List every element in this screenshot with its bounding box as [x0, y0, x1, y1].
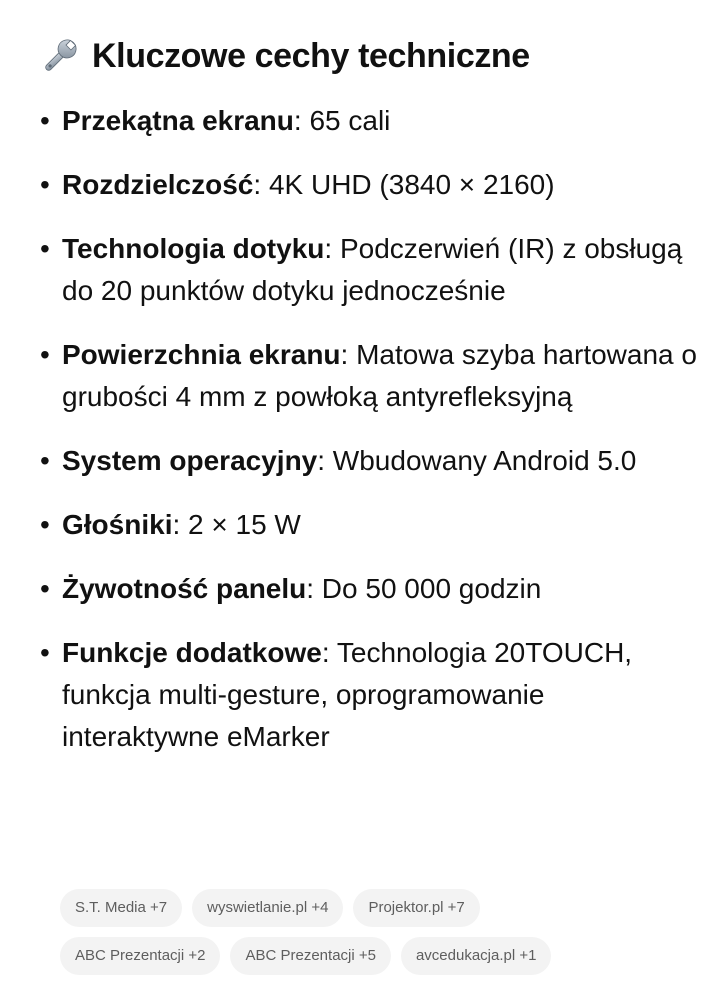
feature-term: System operacyjny [62, 445, 318, 476]
feature-term: Rozdzielczość [62, 169, 254, 200]
feature-desc: : Do 50 000 godzin [306, 573, 542, 604]
list-item [40, 632, 700, 758]
section-heading [40, 30, 700, 82]
feature-term: Przekątna ekranu [62, 105, 294, 136]
bullet: • [40, 169, 50, 200]
bullet: • [40, 105, 50, 136]
list-item [40, 334, 700, 418]
list-item [40, 164, 700, 206]
bullet: • [40, 339, 50, 370]
list-item [40, 228, 700, 312]
wrench-icon [40, 36, 80, 76]
content [40, 30, 700, 780]
list-item [40, 504, 700, 546]
bullet: • [40, 233, 50, 264]
list-item [40, 440, 700, 482]
feature-desc: : Matowa szyba hartowana o grubości 4 mm z powłoką antyrefleksyjną [62, 339, 697, 412]
source-chip-abc-prezentacji[interactable]: ABC Prezentacji +5 [230, 937, 390, 975]
source-chip-abc-prezentacji[interactable]: ABC Prezentacji +2 [60, 937, 220, 975]
source-chips [60, 889, 660, 985]
page-title: Kluczowe cechy techniczne [92, 36, 530, 75]
source-chip-wyswietlanie[interactable]: wyswietlanie.pl +4 [192, 889, 343, 927]
feature-desc: : 4K UHD (3840 × 2160) [253, 169, 555, 200]
source-chip-projektor[interactable]: Projektor.pl +7 [353, 889, 479, 927]
list-item [40, 100, 700, 142]
bullet: • [40, 445, 50, 476]
source-chip-row [60, 889, 660, 927]
feature-term: Technologia dotyku [62, 233, 325, 264]
feature-term: Funkcje dodatkowe [62, 637, 322, 668]
source-chip-avcedukacja[interactable]: avcedukacja.pl +1 [401, 937, 552, 975]
feature-term: Głośniki [62, 509, 173, 540]
feature-term: Powierzchnia ekranu [62, 339, 341, 370]
bullet: • [40, 573, 50, 604]
feature-term: Żywotność panelu [62, 573, 307, 604]
feature-list [40, 100, 700, 758]
bullet: • [40, 509, 50, 540]
feature-desc: : Podczerwień (IR) z obsługą do 20 punktów dotyku jednocześnie [62, 233, 683, 306]
source-chip-row [60, 937, 660, 975]
source-chip-st-media[interactable]: S.T. Media +7 [60, 889, 182, 927]
list-item [40, 568, 700, 610]
feature-desc: : 2 × 15 W [172, 509, 301, 540]
feature-desc: : 65 cali [293, 105, 391, 136]
feature-desc: : Technologia 20TOUCH, funkcja multi-gesture, oprogramowanie interaktywne eMarker [62, 637, 633, 752]
bullet: • [40, 637, 50, 668]
feature-desc: : Wbudowany Android 5.0 [317, 445, 637, 476]
